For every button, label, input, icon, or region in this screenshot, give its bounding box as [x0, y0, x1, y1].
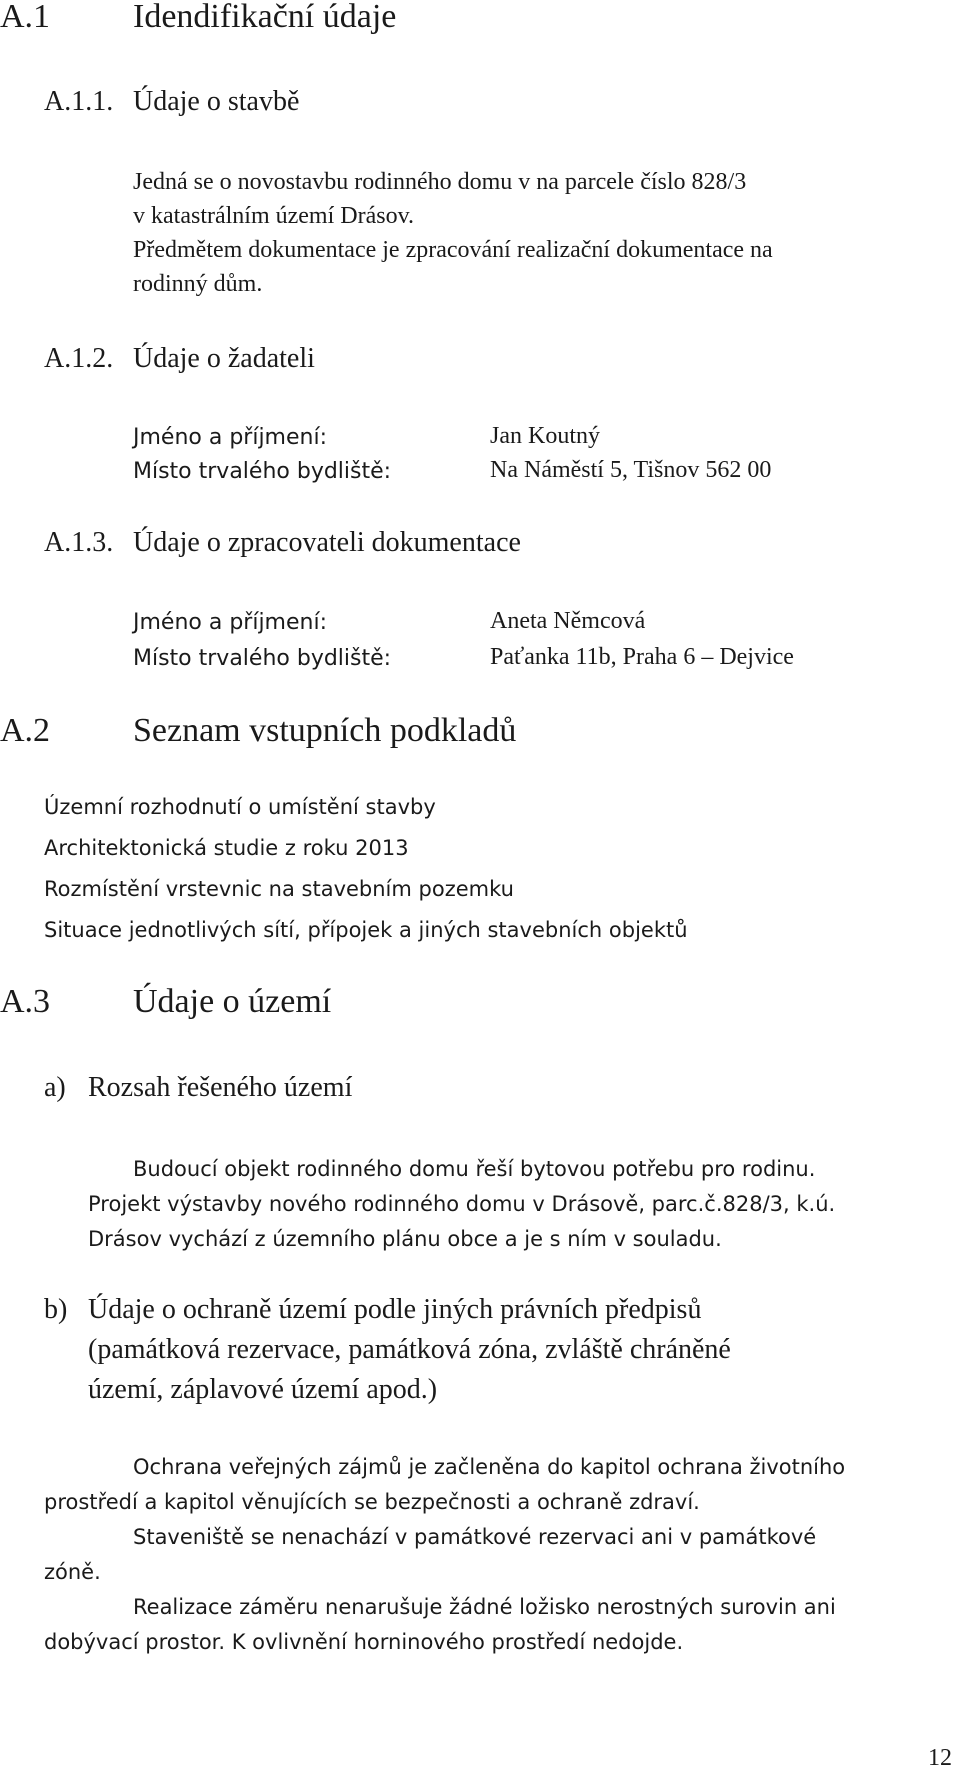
b-line-1: Ochrana veřejných zájmů je začleněna do kapitol ochrana životního: [133, 1455, 846, 1479]
subsection-title-a11: Údaje o stavbě: [133, 86, 300, 117]
b-line-4: zóně.: [44, 1560, 101, 1584]
a11-line-3: Předmětem dokumentace je zpracování realizační dokumentace na: [133, 237, 773, 263]
item-title-b-line-2: (památková rezervace, památková zóna, zvláště chráněné: [88, 1334, 731, 1365]
author-address-label: Místo trvalého bydliště:: [133, 646, 392, 671]
subsection-title-a13: Údaje o zpracovateli dokumentace: [133, 527, 521, 558]
section-number-a1: A.1: [0, 0, 51, 35]
applicant-name-value: Jan Koutný: [490, 423, 600, 449]
subsection-number-a13: A.1.3.: [44, 527, 114, 558]
input-item: Situace jednotlivých sítí, přípojek a jiných stavebních objektů: [44, 918, 688, 942]
b-line-6: dobývací prostor. K ovlivnění horninového prostředí nedojde.: [44, 1630, 684, 1654]
subsection-number-a12: A.1.2.: [44, 343, 114, 374]
section-title-a1: Idendifikační údaje: [133, 0, 397, 35]
applicant-address-value: Na Náměstí 5, Tišnov 562 00: [490, 457, 772, 483]
author-name-value: Aneta Němcová: [490, 608, 646, 634]
a11-line-4: rodinný dům.: [133, 271, 263, 297]
b-line-5: Realizace záměru nenarušuje žádné ložisko nerostných surovin ani: [133, 1595, 836, 1619]
b-line-3: Staveniště se nenachází v památkové rezervaci ani v památkové: [133, 1525, 817, 1549]
input-item: Rozmístění vrstevnic na stavebním pozemku: [44, 877, 514, 901]
a-line-1: Budoucí objekt rodinného domu řeší bytovou potřebu pro rodinu.: [133, 1157, 816, 1181]
a11-line-2: v katastrálním území Drásov.: [133, 203, 415, 229]
input-item: Architektonická studie z roku 2013: [44, 836, 409, 860]
a-line-3: Drásov vychází z územního plánu obce a je s ním v souladu.: [88, 1227, 722, 1251]
a11-line-1: Jedná se o novostavbu rodinného domu v na parcele číslo 828/3: [133, 169, 747, 195]
section-title-a3: Údaje o území: [133, 983, 332, 1020]
section-title-a2: Seznam vstupních podkladů: [133, 712, 517, 749]
input-item: Územní rozhodnutí o umístění stavby: [44, 795, 436, 819]
author-address-value: Paťanka 11b, Praha 6 – Dejvice: [490, 644, 794, 670]
applicant-address-label: Místo trvalého bydliště:: [133, 459, 392, 484]
item-marker-a: a): [44, 1072, 66, 1103]
page-number: 12: [928, 1745, 952, 1771]
item-marker-b: b): [44, 1294, 68, 1325]
author-name-label: Jméno a příjmení:: [133, 610, 327, 635]
item-title-a: Rozsah řešeného území: [88, 1072, 353, 1103]
b-line-2: prostředí a kapitol věnujících se bezpečnosti a ochraně zdraví.: [44, 1490, 700, 1514]
a-line-2: Projekt výstavby nového rodinného domu v Drásově, parc.č.828/3, k.ú.: [88, 1192, 836, 1216]
section-number-a2: A.2: [0, 712, 51, 749]
subsection-number-a11: A.1.1.: [44, 86, 114, 117]
subsection-title-a12: Údaje o žadateli: [133, 343, 315, 374]
applicant-name-label: Jméno a příjmení:: [133, 425, 327, 450]
section-number-a3: A.3: [0, 983, 51, 1020]
item-title-b-line-1: Údaje o ochraně území podle jiných právních předpisů: [88, 1294, 702, 1325]
item-title-b-line-3: území, záplavové území apod.): [88, 1374, 438, 1405]
